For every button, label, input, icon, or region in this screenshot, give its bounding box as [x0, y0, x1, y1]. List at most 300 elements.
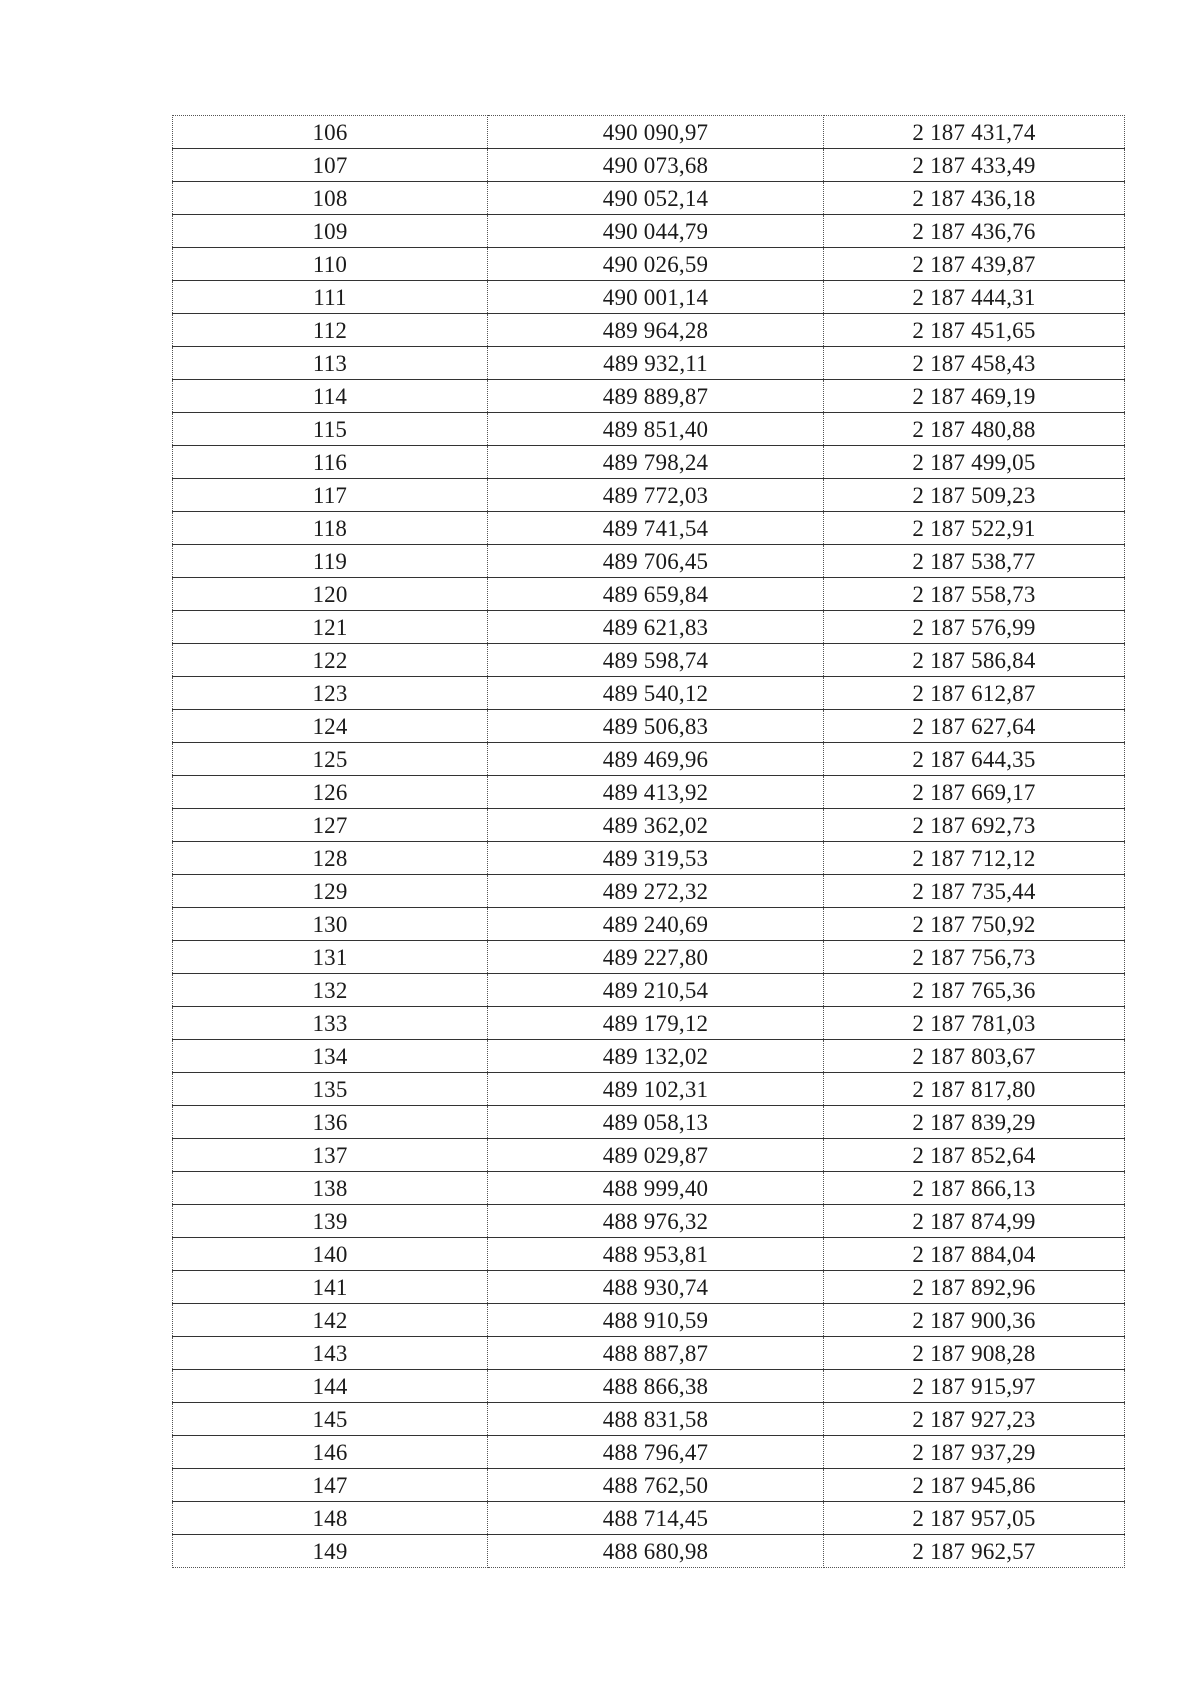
- point-number-text: 145: [312, 1406, 348, 1432]
- x-coordinate-cell: [488, 1139, 824, 1172]
- point-number-text: 125: [312, 746, 348, 772]
- y-coordinate-text: 2 187 756,73: [912, 944, 1036, 970]
- x-coordinate-text: 488 999,40: [602, 1175, 709, 1201]
- y-coordinate-text: 2 187 522,91: [912, 515, 1036, 541]
- table-row: [173, 1007, 1125, 1040]
- table-row: [173, 512, 1125, 545]
- point-number-text: 111: [313, 284, 347, 310]
- point-number-cell: [173, 1535, 488, 1568]
- y-coordinate-text: 2 187 945,86: [912, 1472, 1036, 1498]
- x-coordinate-cell: [488, 1271, 824, 1304]
- y-coordinate-text: 2 187 735,44: [912, 878, 1036, 904]
- point-number-cell: [173, 743, 488, 776]
- table-row: [173, 380, 1125, 413]
- point-number-cell: [173, 314, 488, 347]
- y-coordinate-cell: [824, 1106, 1125, 1139]
- x-coordinate-text: 488 910,59: [602, 1307, 709, 1333]
- y-coordinate-text: 2 187 750,92: [912, 911, 1036, 937]
- x-coordinate-text: 489 540,12: [602, 680, 709, 706]
- y-coordinate-cell: [824, 875, 1125, 908]
- point-number-cell: [173, 1403, 488, 1436]
- point-number-text: 106: [312, 119, 348, 145]
- point-number-cell: [173, 512, 488, 545]
- y-coordinate-text: 2 187 866,13: [912, 1175, 1036, 1201]
- x-coordinate-cell: [488, 710, 824, 743]
- x-coordinate-cell: [488, 1469, 824, 1502]
- table-row: [173, 281, 1125, 314]
- x-coordinate-cell: [488, 743, 824, 776]
- x-coordinate-text: 489 132,02: [602, 1043, 709, 1069]
- point-number-text: 112: [312, 317, 348, 343]
- x-coordinate-text: 489 319,53: [602, 845, 709, 871]
- y-coordinate-text: 2 187 908,28: [912, 1340, 1036, 1366]
- x-coordinate-text: 489 227,80: [602, 944, 709, 970]
- table-row: [173, 908, 1125, 941]
- table-row: [173, 545, 1125, 578]
- x-coordinate-text: 488 831,58: [602, 1406, 709, 1432]
- x-coordinate-text: 489 598,74: [602, 647, 709, 673]
- coordinates-table: [172, 115, 1125, 1568]
- y-coordinate-text: 2 187 937,29: [912, 1439, 1036, 1465]
- point-number-cell: [173, 776, 488, 809]
- point-number-text: 121: [312, 614, 348, 640]
- point-number-cell: [173, 1469, 488, 1502]
- point-number-text: 140: [312, 1241, 348, 1267]
- y-coordinate-cell: [824, 1502, 1125, 1535]
- table-row: [173, 842, 1125, 875]
- y-coordinate-cell: [824, 1040, 1125, 1073]
- x-coordinate-text: 488 714,45: [602, 1505, 709, 1531]
- x-coordinate-text: 488 680,98: [602, 1538, 709, 1564]
- x-coordinate-text: 489 798,24: [602, 449, 709, 475]
- x-coordinate-text: 489 179,12: [602, 1010, 709, 1036]
- y-coordinate-text: 2 187 576,99: [912, 614, 1036, 640]
- x-coordinate-text: 489 029,87: [602, 1142, 709, 1168]
- point-number-cell: [173, 875, 488, 908]
- x-coordinate-cell: [488, 941, 824, 974]
- point-number-text: 114: [312, 383, 348, 409]
- point-number-text: 127: [312, 812, 348, 838]
- y-coordinate-text: 2 187 480,88: [912, 416, 1036, 442]
- table-row: [173, 215, 1125, 248]
- y-coordinate-cell: [824, 479, 1125, 512]
- table-row: [173, 1106, 1125, 1139]
- point-number-cell: [173, 347, 488, 380]
- table-row: [173, 314, 1125, 347]
- y-coordinate-text: 2 187 669,17: [912, 779, 1036, 805]
- point-number-text: 138: [312, 1175, 348, 1201]
- x-coordinate-cell: [488, 1073, 824, 1106]
- point-number-cell: [173, 1436, 488, 1469]
- point-number-cell: [173, 281, 488, 314]
- x-coordinate-text: 489 741,54: [602, 515, 709, 541]
- table-row: [173, 677, 1125, 710]
- point-number-cell: [173, 1106, 488, 1139]
- y-coordinate-cell: [824, 446, 1125, 479]
- point-number-cell: [173, 1172, 488, 1205]
- y-coordinate-cell: [824, 644, 1125, 677]
- y-coordinate-cell: [824, 1139, 1125, 1172]
- y-coordinate-text: 2 187 469,19: [912, 383, 1036, 409]
- y-coordinate-cell: [824, 281, 1125, 314]
- point-number-cell: [173, 842, 488, 875]
- point-number-text: 120: [312, 581, 348, 607]
- table-row: [173, 611, 1125, 644]
- y-coordinate-cell: [824, 578, 1125, 611]
- y-coordinate-text: 2 187 957,05: [912, 1505, 1036, 1531]
- point-number-text: 130: [312, 911, 348, 937]
- point-number-cell: [173, 182, 488, 215]
- point-number-text: 115: [312, 416, 348, 442]
- x-coordinate-text: 490 073,68: [602, 152, 709, 178]
- point-number-cell: [173, 1073, 488, 1106]
- x-coordinate-cell: [488, 809, 824, 842]
- y-coordinate-text: 2 187 499,05: [912, 449, 1036, 475]
- x-coordinate-cell: [488, 1370, 824, 1403]
- point-number-cell: [173, 1205, 488, 1238]
- coordinates-table-body: [173, 116, 1125, 1568]
- y-coordinate-cell: [824, 149, 1125, 182]
- x-coordinate-text: 488 796,47: [602, 1439, 709, 1465]
- point-number-text: 108: [312, 185, 348, 211]
- y-coordinate-text: 2 187 781,03: [912, 1010, 1036, 1036]
- x-coordinate-text: 489 932,11: [603, 350, 708, 376]
- y-coordinate-text: 2 187 892,96: [912, 1274, 1036, 1300]
- x-coordinate-cell: [488, 1502, 824, 1535]
- table-row: [173, 644, 1125, 677]
- x-coordinate-cell: [488, 347, 824, 380]
- x-coordinate-cell: [488, 1172, 824, 1205]
- point-number-cell: [173, 809, 488, 842]
- y-coordinate-cell: [824, 215, 1125, 248]
- point-number-cell: [173, 1337, 488, 1370]
- x-coordinate-text: 488 976,32: [602, 1208, 709, 1234]
- point-number-cell: [173, 446, 488, 479]
- point-number-text: 122: [312, 647, 348, 673]
- point-number-text: 129: [312, 878, 348, 904]
- y-coordinate-text: 2 187 627,64: [912, 713, 1036, 739]
- x-coordinate-text: 488 930,74: [602, 1274, 709, 1300]
- x-coordinate-text: 490 090,97: [602, 119, 709, 145]
- x-coordinate-text: 489 851,40: [602, 416, 709, 442]
- y-coordinate-text: 2 187 692,73: [912, 812, 1036, 838]
- x-coordinate-cell: [488, 611, 824, 644]
- table-row: [173, 1304, 1125, 1337]
- x-coordinate-cell: [488, 380, 824, 413]
- table-row: [173, 1040, 1125, 1073]
- y-coordinate-text: 2 187 444,31: [912, 284, 1036, 310]
- table-row: [173, 1370, 1125, 1403]
- y-coordinate-cell: [824, 512, 1125, 545]
- x-coordinate-cell: [488, 974, 824, 1007]
- point-number-text: 123: [312, 680, 348, 706]
- x-coordinate-cell: [488, 545, 824, 578]
- table-row: [173, 875, 1125, 908]
- point-number-text: 133: [312, 1010, 348, 1036]
- x-coordinate-cell: [488, 875, 824, 908]
- y-coordinate-cell: [824, 314, 1125, 347]
- y-coordinate-cell: [824, 1535, 1125, 1568]
- x-coordinate-cell: [488, 413, 824, 446]
- y-coordinate-text: 2 187 765,36: [912, 977, 1036, 1003]
- y-coordinate-text: 2 187 803,67: [912, 1043, 1036, 1069]
- point-number-text: 143: [312, 1340, 348, 1366]
- table-row: [173, 743, 1125, 776]
- point-number-cell: [173, 611, 488, 644]
- point-number-cell: [173, 380, 488, 413]
- x-coordinate-cell: [488, 314, 824, 347]
- point-number-text: 136: [312, 1109, 348, 1135]
- x-coordinate-cell: [488, 1337, 824, 1370]
- point-number-text: 109: [312, 218, 348, 244]
- y-coordinate-text: 2 187 558,73: [912, 581, 1036, 607]
- y-coordinate-text: 2 187 436,76: [912, 218, 1036, 244]
- y-coordinate-cell: [824, 1007, 1125, 1040]
- y-coordinate-cell: [824, 1304, 1125, 1337]
- x-coordinate-text: 490 052,14: [602, 185, 709, 211]
- y-coordinate-text: 2 187 439,87: [912, 251, 1036, 277]
- point-number-cell: [173, 149, 488, 182]
- point-number-cell: [173, 413, 488, 446]
- y-coordinate-text: 2 187 927,23: [912, 1406, 1036, 1432]
- y-coordinate-cell: [824, 182, 1125, 215]
- x-coordinate-text: 489 240,69: [602, 911, 709, 937]
- x-coordinate-text: 490 001,14: [602, 284, 709, 310]
- x-coordinate-cell: [488, 1205, 824, 1238]
- table-row: [173, 1502, 1125, 1535]
- x-coordinate-text: 490 044,79: [602, 218, 709, 244]
- x-coordinate-cell: [488, 149, 824, 182]
- table-row: [173, 1073, 1125, 1106]
- table-row: [173, 974, 1125, 1007]
- point-number-cell: [173, 908, 488, 941]
- point-number-cell: [173, 1238, 488, 1271]
- point-number-text: 124: [312, 713, 348, 739]
- point-number-cell: [173, 116, 488, 149]
- y-coordinate-text: 2 187 431,74: [912, 119, 1036, 145]
- table-row: [173, 1337, 1125, 1370]
- table-row: [173, 413, 1125, 446]
- x-coordinate-text: 489 506,83: [602, 713, 709, 739]
- x-coordinate-cell: [488, 776, 824, 809]
- point-number-text: 132: [312, 977, 348, 1003]
- table-row: [173, 347, 1125, 380]
- x-coordinate-cell: [488, 1304, 824, 1337]
- table-row: [173, 1238, 1125, 1271]
- y-coordinate-text: 2 187 915,97: [912, 1373, 1036, 1399]
- x-coordinate-text: 489 362,02: [602, 812, 709, 838]
- x-coordinate-text: 489 889,87: [602, 383, 709, 409]
- y-coordinate-text: 2 187 451,65: [912, 317, 1036, 343]
- x-coordinate-text: 489 210,54: [602, 977, 709, 1003]
- x-coordinate-cell: [488, 644, 824, 677]
- x-coordinate-text: 489 706,45: [602, 548, 709, 574]
- point-number-cell: [173, 710, 488, 743]
- table-row: [173, 116, 1125, 149]
- y-coordinate-cell: [824, 1469, 1125, 1502]
- table-row: [173, 1469, 1125, 1502]
- table-row: [173, 710, 1125, 743]
- table-row: [173, 479, 1125, 512]
- point-number-cell: [173, 974, 488, 1007]
- point-number-text: 116: [312, 449, 348, 475]
- point-number-cell: [173, 248, 488, 281]
- point-number-text: 126: [312, 779, 348, 805]
- y-coordinate-text: 2 187 436,18: [912, 185, 1036, 211]
- x-coordinate-text: 489 964,28: [602, 317, 709, 343]
- point-number-text: 118: [312, 515, 348, 541]
- y-coordinate-cell: [824, 1436, 1125, 1469]
- x-coordinate-cell: [488, 446, 824, 479]
- x-coordinate-text: 490 026,59: [602, 251, 709, 277]
- x-coordinate-text: 488 953,81: [602, 1241, 709, 1267]
- point-number-cell: [173, 644, 488, 677]
- table-row: [173, 1535, 1125, 1568]
- point-number-text: 146: [312, 1439, 348, 1465]
- point-number-cell: [173, 1271, 488, 1304]
- y-coordinate-cell: [824, 1271, 1125, 1304]
- point-number-cell: [173, 1502, 488, 1535]
- table-row: [173, 149, 1125, 182]
- x-coordinate-cell: [488, 215, 824, 248]
- point-number-text: 137: [312, 1142, 348, 1168]
- y-coordinate-cell: [824, 743, 1125, 776]
- point-number-text: 142: [312, 1307, 348, 1333]
- point-number-cell: [173, 479, 488, 512]
- point-number-text: 134: [312, 1043, 348, 1069]
- point-number-cell: [173, 1007, 488, 1040]
- table-row: [173, 578, 1125, 611]
- point-number-text: 147: [312, 1472, 348, 1498]
- y-coordinate-cell: [824, 116, 1125, 149]
- y-coordinate-cell: [824, 1172, 1125, 1205]
- y-coordinate-text: 2 187 874,99: [912, 1208, 1036, 1234]
- y-coordinate-cell: [824, 380, 1125, 413]
- y-coordinate-cell: [824, 347, 1125, 380]
- x-coordinate-cell: [488, 512, 824, 545]
- y-coordinate-cell: [824, 842, 1125, 875]
- point-number-cell: [173, 677, 488, 710]
- y-coordinate-cell: [824, 413, 1125, 446]
- table-row: [173, 446, 1125, 479]
- y-coordinate-cell: [824, 1337, 1125, 1370]
- x-coordinate-text: 489 413,92: [602, 779, 709, 805]
- table-row: [173, 1139, 1125, 1172]
- y-coordinate-cell: [824, 1205, 1125, 1238]
- point-number-cell: [173, 1304, 488, 1337]
- x-coordinate-text: 489 102,31: [602, 1076, 709, 1102]
- point-number-text: 110: [312, 251, 348, 277]
- x-coordinate-text: 488 762,50: [602, 1472, 709, 1498]
- x-coordinate-cell: [488, 1403, 824, 1436]
- point-number-cell: [173, 545, 488, 578]
- y-coordinate-cell: [824, 1238, 1125, 1271]
- x-coordinate-cell: [488, 1007, 824, 1040]
- y-coordinate-text: 2 187 586,84: [912, 647, 1036, 673]
- y-coordinate-text: 2 187 433,49: [912, 152, 1036, 178]
- x-coordinate-cell: [488, 1040, 824, 1073]
- point-number-cell: [173, 941, 488, 974]
- y-coordinate-text: 2 187 612,87: [912, 680, 1036, 706]
- x-coordinate-cell: [488, 182, 824, 215]
- x-coordinate-text: 489 621,83: [602, 614, 709, 640]
- y-coordinate-cell: [824, 248, 1125, 281]
- point-number-cell: [173, 1370, 488, 1403]
- x-coordinate-cell: [488, 677, 824, 710]
- table-row: [173, 1436, 1125, 1469]
- point-number-text: 128: [312, 845, 348, 871]
- point-number-text: 148: [312, 1505, 348, 1531]
- point-number-text: 117: [312, 482, 348, 508]
- x-coordinate-cell: [488, 1238, 824, 1271]
- y-coordinate-cell: [824, 545, 1125, 578]
- x-coordinate-cell: [488, 248, 824, 281]
- point-number-cell: [173, 215, 488, 248]
- point-number-cell: [173, 1040, 488, 1073]
- x-coordinate-cell: [488, 578, 824, 611]
- y-coordinate-cell: [824, 710, 1125, 743]
- x-coordinate-cell: [488, 1535, 824, 1568]
- y-coordinate-text: 2 187 644,35: [912, 746, 1036, 772]
- x-coordinate-cell: [488, 281, 824, 314]
- point-number-text: 113: [312, 350, 348, 376]
- y-coordinate-text: 2 187 509,23: [912, 482, 1036, 508]
- y-coordinate-text: 2 187 852,64: [912, 1142, 1036, 1168]
- point-number-text: 149: [312, 1538, 348, 1564]
- point-number-cell: [173, 1139, 488, 1172]
- x-coordinate-cell: [488, 116, 824, 149]
- point-number-text: 135: [312, 1076, 348, 1102]
- y-coordinate-text: 2 187 538,77: [912, 548, 1036, 574]
- x-coordinate-text: 488 866,38: [602, 1373, 709, 1399]
- x-coordinate-text: 489 469,96: [602, 746, 709, 772]
- x-coordinate-text: 489 772,03: [602, 482, 709, 508]
- x-coordinate-cell: [488, 1436, 824, 1469]
- x-coordinate-text: 489 659,84: [602, 581, 709, 607]
- table-row: [173, 776, 1125, 809]
- y-coordinate-cell: [824, 1073, 1125, 1106]
- point-number-text: 144: [312, 1373, 348, 1399]
- y-coordinate-text: 2 187 962,57: [912, 1538, 1036, 1564]
- point-number-text: 141: [312, 1274, 348, 1300]
- table-row: [173, 1403, 1125, 1436]
- table-row: [173, 182, 1125, 215]
- y-coordinate-cell: [824, 776, 1125, 809]
- point-number-text: 131: [312, 944, 348, 970]
- y-coordinate-cell: [824, 974, 1125, 1007]
- point-number-text: 119: [312, 548, 348, 574]
- y-coordinate-cell: [824, 1370, 1125, 1403]
- x-coordinate-cell: [488, 479, 824, 512]
- table-row: [173, 1205, 1125, 1238]
- point-number-text: 107: [312, 152, 348, 178]
- x-coordinate-cell: [488, 908, 824, 941]
- y-coordinate-cell: [824, 677, 1125, 710]
- table-row: [173, 248, 1125, 281]
- point-number-text: 139: [312, 1208, 348, 1234]
- y-coordinate-cell: [824, 809, 1125, 842]
- table-row: [173, 1271, 1125, 1304]
- table-row: [173, 1172, 1125, 1205]
- x-coordinate-text: 489 272,32: [602, 878, 709, 904]
- y-coordinate-text: 2 187 839,29: [912, 1109, 1036, 1135]
- y-coordinate-cell: [824, 941, 1125, 974]
- table-row: [173, 809, 1125, 842]
- x-coordinate-text: 488 887,87: [602, 1340, 709, 1366]
- x-coordinate-text: 489 058,13: [602, 1109, 709, 1135]
- y-coordinate-text: 2 187 817,80: [912, 1076, 1036, 1102]
- y-coordinate-text: 2 187 712,12: [912, 845, 1036, 871]
